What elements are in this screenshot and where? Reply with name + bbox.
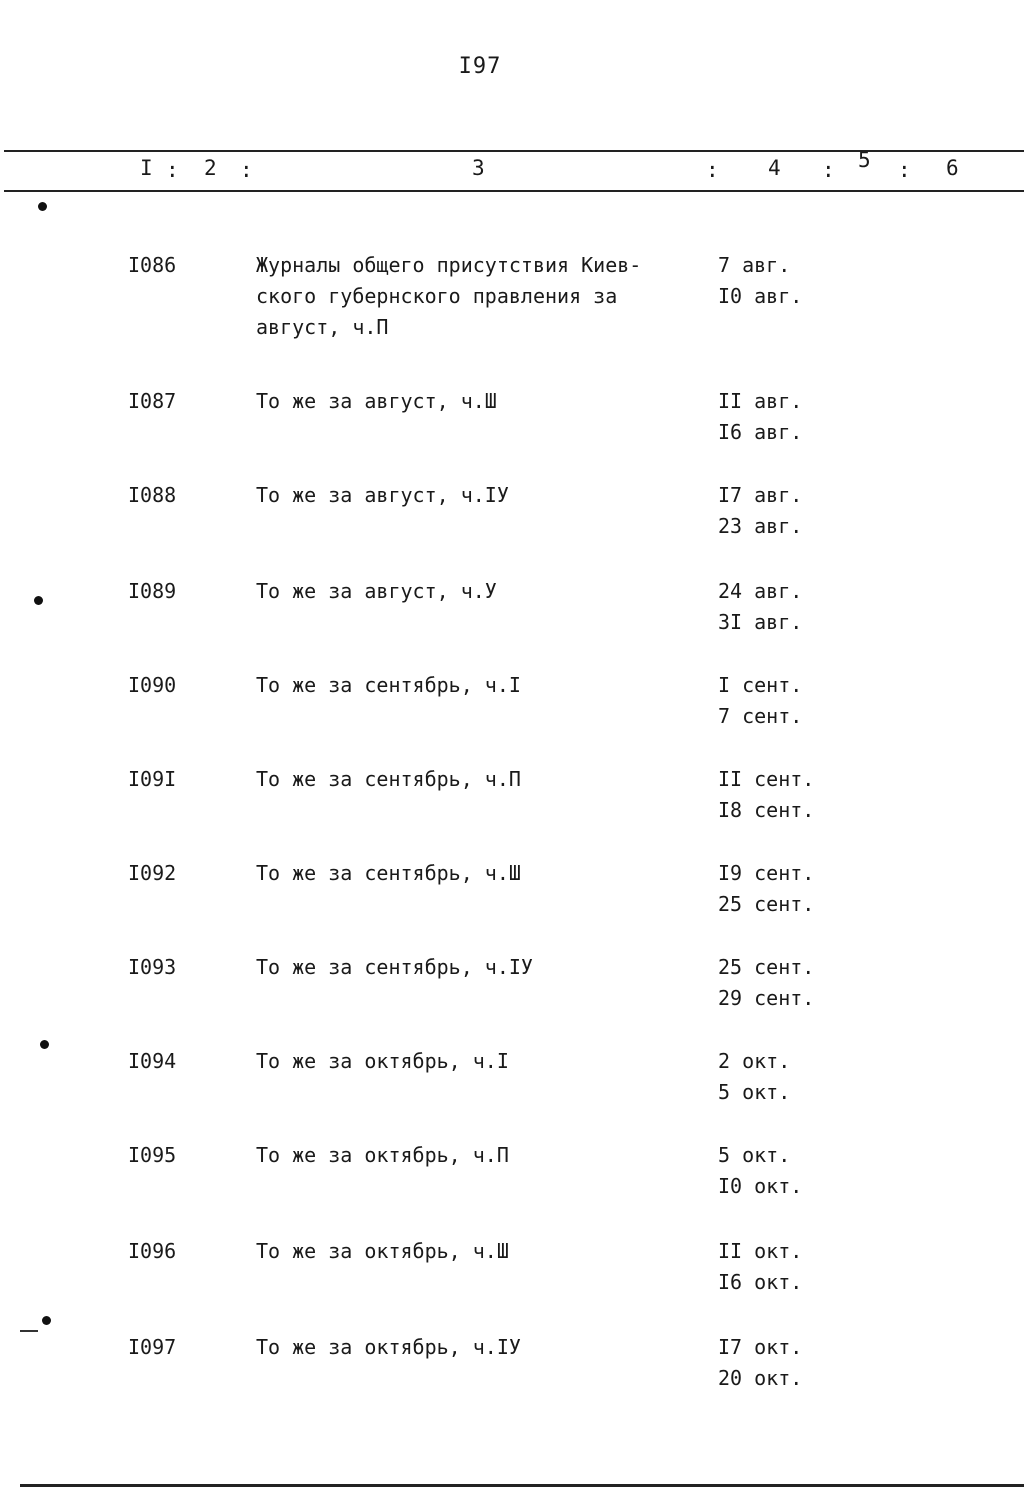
- end-date: I8 сент.: [718, 798, 815, 822]
- item-dates: [718, 858, 814, 920]
- item-title: [256, 670, 696, 701]
- item-dates: [718, 386, 802, 448]
- end-date: I6 авг.: [718, 420, 803, 444]
- end-date: 7 сент.: [718, 704, 803, 728]
- start-date: I сент.: [718, 673, 803, 697]
- start-date: 25 сент.: [718, 955, 815, 979]
- item-number: I093: [128, 955, 177, 979]
- header-col-6: 6: [946, 156, 959, 180]
- start-date: II авг.: [718, 389, 803, 413]
- end-date: 29 сент.: [718, 986, 815, 1010]
- item-title: [256, 576, 696, 607]
- header-separator: :: [706, 158, 719, 182]
- item-title-line: То же за октябрь, ч.Ш: [256, 1239, 509, 1263]
- header-col-1: I: [140, 156, 153, 180]
- item-title-line: То же за сентябрь, ч.I: [256, 673, 521, 697]
- item-title-line: То же за октябрь, ч.I: [256, 1049, 509, 1073]
- item-title: [256, 952, 696, 983]
- item-title-line: То же за сентябрь, ч.Ш: [256, 861, 521, 885]
- header-top-rule: [4, 150, 1024, 152]
- item-title-line: ского губернского правления за: [256, 284, 618, 308]
- item-title: [256, 858, 696, 889]
- item-title: [256, 1236, 696, 1267]
- item-title-line: То же за август, ч.У: [256, 579, 497, 603]
- item-dates: [718, 1332, 802, 1394]
- header-separator: :: [166, 158, 179, 182]
- item-number: I086: [128, 253, 177, 277]
- end-date: 20 окт.: [718, 1366, 803, 1390]
- start-date: I9 сент.: [718, 861, 815, 885]
- end-date: 5 окт.: [718, 1080, 791, 1104]
- item-dates: [718, 1236, 802, 1298]
- end-date: 25 сент.: [718, 892, 815, 916]
- start-date: I7 авг.: [718, 483, 803, 507]
- item-title-line: Журналы общего присутствия Киев-: [256, 253, 642, 277]
- header-separator: :: [240, 158, 253, 182]
- item-dates: [718, 250, 802, 312]
- item-dates: [718, 764, 814, 826]
- item-number: I088: [128, 483, 177, 507]
- end-date: 23 авг.: [718, 514, 803, 538]
- start-date: 7 авг.: [718, 253, 791, 277]
- end-date: I6 окт.: [718, 1270, 803, 1294]
- item-number: I089: [128, 579, 177, 603]
- item-dates: [718, 1140, 802, 1202]
- item-title: [256, 386, 696, 417]
- item-number: I095: [128, 1143, 177, 1167]
- item-number: I087: [128, 389, 177, 413]
- binder-hole-mark: [34, 596, 43, 605]
- item-title-line: То же за сентябрь, ч.П: [256, 767, 521, 791]
- start-date: 24 авг.: [718, 579, 803, 603]
- binder-hole-mark: [40, 1040, 49, 1049]
- item-title-line: август, ч.П: [256, 315, 389, 339]
- item-title-line: То же за август, ч.IУ: [256, 483, 509, 507]
- item-number: I090: [128, 673, 177, 697]
- item-title: [256, 1332, 696, 1363]
- item-dates: [718, 952, 814, 1014]
- header-col-5: 5: [858, 148, 871, 172]
- item-title: [256, 764, 696, 795]
- end-date: I0 авг.: [718, 284, 803, 308]
- binder-hole-mark: [38, 202, 47, 211]
- item-title-line: То же за сентябрь, ч.IУ: [256, 955, 533, 979]
- item-number: I092: [128, 861, 177, 885]
- item-title: [256, 250, 696, 343]
- page-number: I97: [458, 54, 502, 79]
- header-separator: :: [822, 158, 835, 182]
- item-dates: [718, 576, 802, 638]
- header-bottom-rule: [4, 190, 1024, 192]
- item-title-line: То же за октябрь, ч.IУ: [256, 1335, 521, 1359]
- header-separator: :: [898, 158, 911, 182]
- item-dates: [718, 1046, 790, 1108]
- item-title: [256, 1140, 696, 1171]
- item-dates: [718, 670, 802, 732]
- header-col-2: 2: [204, 156, 217, 180]
- item-title: [256, 1046, 696, 1077]
- item-number: I094: [128, 1049, 177, 1073]
- start-date: I7 окт.: [718, 1335, 803, 1359]
- item-number: I097: [128, 1335, 177, 1359]
- start-date: 2 окт.: [718, 1049, 791, 1073]
- item-title-line: То же за октябрь, ч.П: [256, 1143, 509, 1167]
- margin-dash: [20, 1330, 38, 1332]
- item-number: I096: [128, 1239, 177, 1263]
- page-bottom-edge: [20, 1484, 1024, 1487]
- header-col-4: 4: [768, 156, 781, 180]
- item-number: I09I: [128, 767, 177, 791]
- end-date: 3I авг.: [718, 610, 803, 634]
- item-title: [256, 480, 696, 511]
- binder-hole-mark: [42, 1316, 51, 1325]
- end-date: I0 окт.: [718, 1174, 803, 1198]
- start-date: 5 окт.: [718, 1143, 791, 1167]
- header-col-3: 3: [472, 156, 485, 180]
- item-dates: [718, 480, 802, 542]
- item-title-line: То же за август, ч.Ш: [256, 389, 497, 413]
- start-date: II окт.: [718, 1239, 803, 1263]
- column-header-row: [0, 148, 1024, 184]
- start-date: II сент.: [718, 767, 815, 791]
